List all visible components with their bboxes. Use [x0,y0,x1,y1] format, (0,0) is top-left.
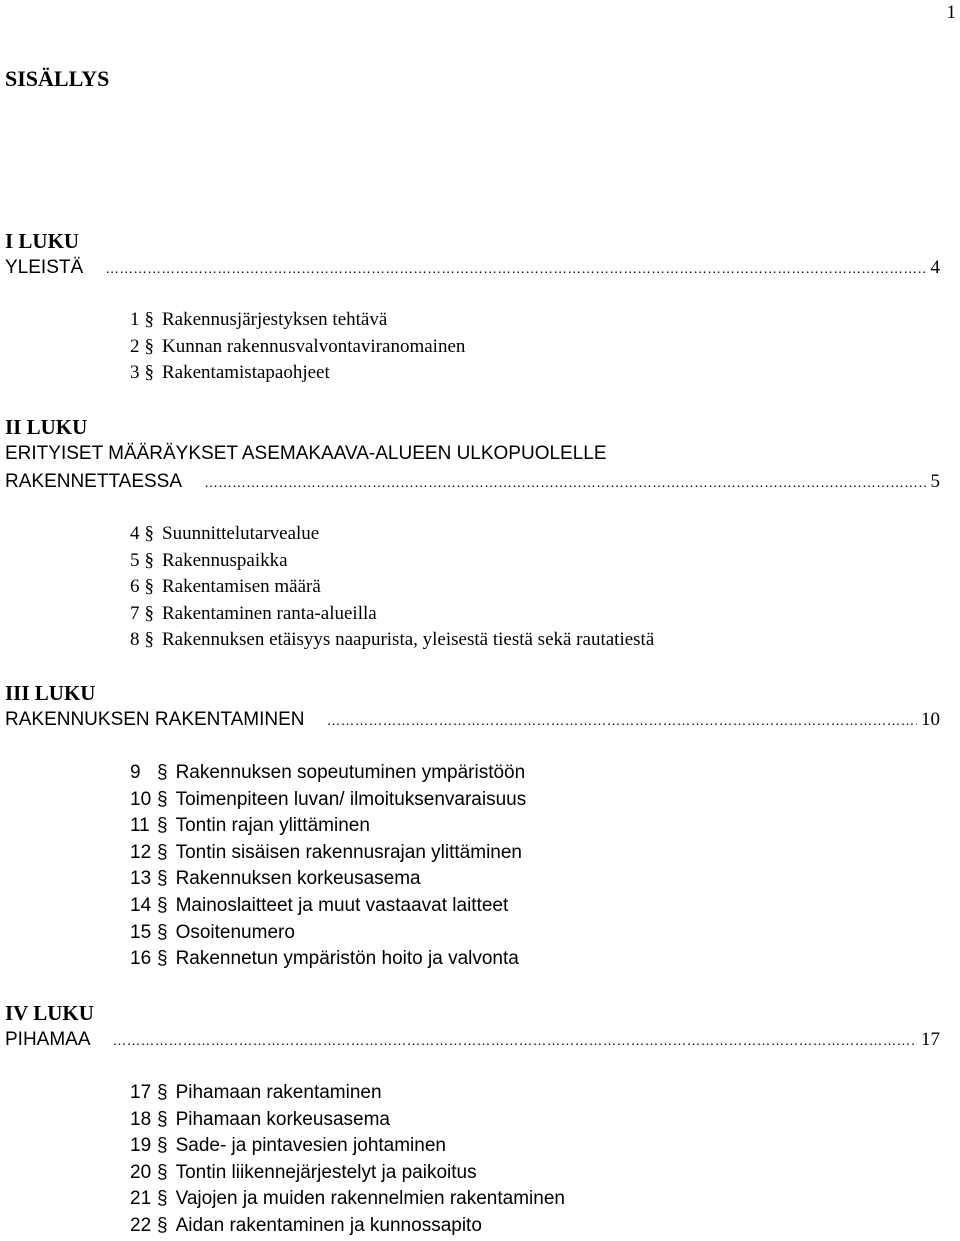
section-list-chapter-3 [130,760,526,973]
section-number: 4 [130,523,140,544]
chapter-page-number: 4 [930,257,940,278]
section-list-chapter-1 [130,307,465,387]
section-title: Rakennetun ympäristön hoito ja valvonta [175,948,519,970]
section-number: 2 [130,335,140,357]
list-item[interactable] [130,813,526,840]
section-sign: § [144,309,154,330]
section-sign: § [157,948,168,970]
section-title: Pihamaan korkeusasema [175,1108,390,1130]
list-item[interactable] [130,893,526,920]
dot-leader [113,1026,917,1054]
section-number: 16 [130,948,152,970]
section-sign: § [144,362,154,384]
section-title: Rakennuksen etäisyys naapurista, yleisestä tiestä sekä rautatiestä [162,629,655,651]
list-item[interactable] [130,840,526,867]
dot-leader [204,468,926,496]
section-title: Rakennuksen sopeutuminen ympäristöön [175,762,526,783]
dot-leader [105,254,926,282]
section-number: 19 [130,1135,152,1157]
section-number: 8 [130,629,140,651]
list-item[interactable] [130,521,654,548]
section-title: Rakennuspaikka [162,549,288,571]
section-number: 10 [130,788,152,810]
list-item[interactable] [130,307,465,334]
section-title: Aidan rakentaminen ja kunnossapito [175,1214,482,1236]
chapter-page-number: 10 [921,709,940,730]
section-title: Rakennuksen korkeusasema [175,868,421,890]
section-sign: § [157,1082,168,1103]
chapter-1 [5,228,940,282]
list-item[interactable] [130,627,654,654]
section-number: 20 [130,1161,152,1183]
section-sign: § [157,1135,168,1157]
section-number: 22 [130,1214,152,1236]
toc-title: SISÄLLYS [5,66,110,91]
section-number: 7 [130,602,140,624]
chapter-heading: ERITYISET MÄÄRÄYKSET ASEMAKAAVA-ALUEEN ULKOPUOLELLE [5,443,607,464]
section-title: Tontin rajan ylittäminen [175,815,370,837]
list-item[interactable] [130,1160,565,1187]
chapter-heading-continued: RAKENNETTAESSA [5,471,183,492]
section-sign: § [157,894,168,916]
chapter-2 [5,414,940,496]
section-sign: § [144,335,154,357]
list-item[interactable] [130,1133,565,1160]
section-sign: § [157,841,168,863]
section-sign: § [157,1108,168,1130]
section-sign: § [157,1161,168,1183]
section-title: Vajojen ja muiden rakennelmien rakentaminen [175,1188,565,1210]
list-item[interactable] [130,601,654,628]
section-sign: § [144,629,154,651]
list-item[interactable] [130,1186,565,1213]
section-number: 1 [130,309,140,330]
chapter-label: II LUKU [5,415,88,439]
list-item[interactable] [130,760,526,787]
section-number: 18 [130,1108,152,1130]
chapter-4 [5,1000,940,1054]
chapter-heading: YLEISTÄ [5,257,84,278]
list-item[interactable] [130,548,654,575]
section-number: 12 [130,841,152,863]
section-sign: § [157,868,168,890]
chapter-page-number: 5 [930,471,940,492]
section-number: 17 [130,1082,152,1103]
chapter-heading: PIHAMAA [5,1029,91,1050]
dot-leader [326,706,917,734]
chapter-label: IV LUKU [5,1001,94,1025]
section-number: 14 [130,894,152,916]
section-title: Mainoslaitteet ja muut vastaavat laitteet [175,894,509,916]
section-number: 9 [130,762,141,783]
list-item[interactable] [130,946,526,973]
list-item[interactable] [130,334,465,361]
section-title: Rakentamistapaohjeet [162,362,330,384]
section-sign: § [157,788,168,810]
section-title: Pihamaan rakentaminen [175,1082,382,1103]
section-sign: § [144,576,154,598]
section-title: Tontin liikennejärjestelyt ja paikoitus [175,1161,477,1183]
section-list-chapter-4 [130,1080,565,1240]
list-item[interactable] [130,787,526,814]
chapter-heading-row[interactable] [5,254,940,282]
section-number: 11 [130,815,150,837]
section-number: 21 [130,1188,152,1210]
chapter-label: I LUKU [5,229,80,253]
section-list-chapter-2 [130,521,654,654]
list-item[interactable] [130,1080,565,1107]
section-title: Sade- ja pintavesien johtaminen [175,1135,446,1157]
section-title: Kunnan rakennusvalvontaviranomainen [162,335,466,357]
section-title: Tontin sisäisen rakennusrajan ylittäminen [175,841,522,863]
chapter-page-number: 17 [921,1029,940,1050]
chapter-heading-row[interactable] [5,1026,940,1054]
section-title: Osoitenumero [175,921,295,943]
list-item[interactable] [130,1213,565,1240]
section-sign: § [157,1188,168,1210]
list-item[interactable] [130,920,526,947]
list-item[interactable] [130,1107,565,1134]
section-sign: § [157,1214,168,1236]
section-number: 3 [130,362,140,384]
section-number: 15 [130,921,152,943]
list-item[interactable] [130,360,465,387]
section-sign: § [144,602,154,624]
section-sign: § [157,815,168,837]
page-number: 1 [946,2,956,23]
list-item[interactable] [130,574,654,601]
section-title: Suunnittelutarvealue [162,523,320,544]
chapter-heading-row[interactable] [5,468,940,496]
section-title: Rakentamisen määrä [162,576,321,598]
chapter-heading: RAKENNUKSEN RAKENTAMINEN [5,709,305,730]
section-number: 13 [130,868,152,890]
section-number: 5 [130,549,140,571]
chapter-heading-row[interactable] [5,706,940,734]
chapter-label: III LUKU [5,681,96,705]
section-sign: § [157,921,168,943]
section-title: Rakennusjärjestyksen tehtävä [162,309,388,330]
section-number: 6 [130,576,140,598]
chapter-3 [5,680,940,734]
section-title: Rakentaminen ranta-alueilla [162,602,377,624]
section-sign: § [144,523,154,544]
section-sign: § [144,549,154,571]
list-item[interactable] [130,866,526,893]
section-sign: § [157,762,168,783]
section-title: Toimenpiteen luvan/ ilmoituksenvaraisuus [175,788,527,810]
